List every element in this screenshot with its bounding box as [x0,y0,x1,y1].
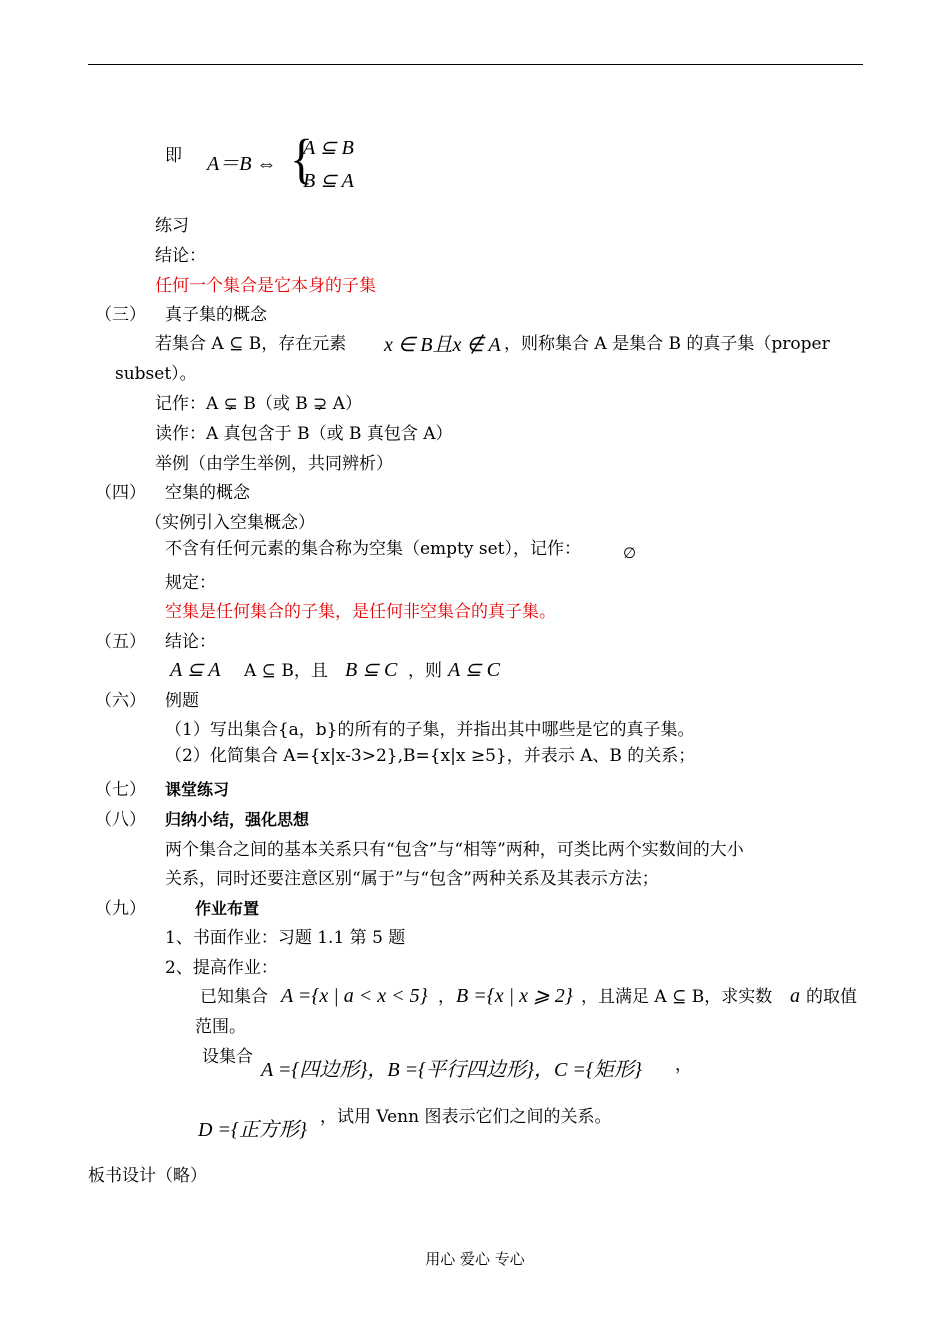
equality-lhs: A＝B ⇔ [207,153,277,175]
hw2-set-a: A ={x | a < x < 5} [281,985,428,1007]
eq-row-2: B ⊆ A [303,170,354,192]
left-brace: { [290,128,314,190]
proper-subset-def-a: 若集合 A ⊆ B，存在元素 [155,334,347,354]
exercise-label: 练习 [155,216,189,236]
section-6-title: 例题 [165,691,199,711]
conclusion-red: 任何一个集合是它本身的子集 [155,276,376,296]
section-3-title: 真子集的概念 [165,305,267,325]
section-8-number: （八） [95,810,146,830]
empty-set-symbol: ∅ [623,544,637,562]
section-9-title: 作业布置 [195,899,260,918]
conclusion-math-e: A ⊆ C [448,659,500,681]
hw3-sets-abc: A ={四边形}，B ={平行四边形}，C ={矩形} [261,1059,642,1081]
board-design: 板书设计（略） [88,1166,207,1186]
conclusion-text-d: ，则 [408,661,442,681]
hw3-text-a: 设集合 [202,1047,253,1067]
section-4-number: （四） [95,483,146,503]
summary-line-1: 两个集合之间的基本关系只有“包含”与“相等”两种，可类比两个实数间的大小 [165,840,744,860]
hw2-text-d: 的取值 [806,987,857,1007]
example-1: （1）写出集合{a，b}的所有的子集，并指出其中哪些是它的真子集。 [165,720,695,740]
eq-row-1: A ⊆ B [303,137,354,159]
hw2-set-b: B ={x | x ⩾ 2} [456,985,573,1007]
section-7-number: （七） [95,780,146,800]
section-5-title: 结论： [165,632,216,652]
homework-2: 2、提高作业： [165,958,278,978]
section-5-number: （五） [95,632,146,652]
hw3-text-b: ，试用 Venn 图表示它们之间的关系。 [320,1107,612,1127]
section-7-title: 课堂练习 [165,780,230,799]
hw2-text-b: ， [438,987,455,1007]
rule-label: 规定： [165,573,216,593]
summary-line-2: 关系，同时还要注意区别“属于”与“包含”两种关系及其表示方法； [165,869,659,889]
proper-subset-math: x ∈ B且x ∉ A [384,334,501,356]
header-rule [88,64,863,65]
notation-line: 记作：A ⊊ B（或 B ⊋ A） [155,394,363,414]
hw2-text-c: ，且满足 A ⊆ B，求实数 [581,987,773,1007]
example-line: 举例（由学生举例，共同辨析） [155,454,393,474]
section-9-number: （九） [95,899,146,919]
example-2: （2）化简集合 A={x|x-3>2},B={x|x ≥5}，并表示 A、B 的关系； [165,746,696,766]
conclusion-label: 结论： [155,246,206,266]
conclusion-math-a: A ⊆ A [170,659,221,681]
section-4-title: 空集的概念 [165,483,250,503]
proper-subset-def-b: ，则称集合 A 是集合 B 的真子集（proper [504,334,830,354]
empty-set-def: 不含有任何元素的集合称为空集（empty set），记作： [165,539,582,559]
page-footer: 用心 爱心 专心 [425,1250,525,1268]
reading-line: 读作：A 真包含于 B（或 B 真包含 A） [155,424,453,444]
hw2-var-a: a [790,985,800,1007]
conclusion-text-b: A ⊆ B，且 [244,661,328,681]
hw2-text-e: 范围。 [195,1017,246,1037]
section-8-title: 归纳小结，强化思想 [165,810,310,829]
hw2-text-a: 已知集合 [200,987,268,1007]
hw3-set-d: D ={正方形} [198,1119,307,1141]
hw3-comma: ， [675,1055,692,1075]
section-6-number: （六） [95,691,146,711]
empty-set-red: 空集是任何集合的子集，是任何非空集合的真子集。 [165,602,556,622]
proper-subset-def-c: subset）。 [115,364,197,384]
conclusion-math-c: B ⊆ C [345,659,398,681]
section-4-sub: （实例引入空集概念） [145,513,315,533]
homework-1: 1、书面作业：习题 1.1 第 5 题 [165,928,406,948]
section-3-number: （三） [95,305,146,325]
ji-label: 即 [165,146,182,166]
